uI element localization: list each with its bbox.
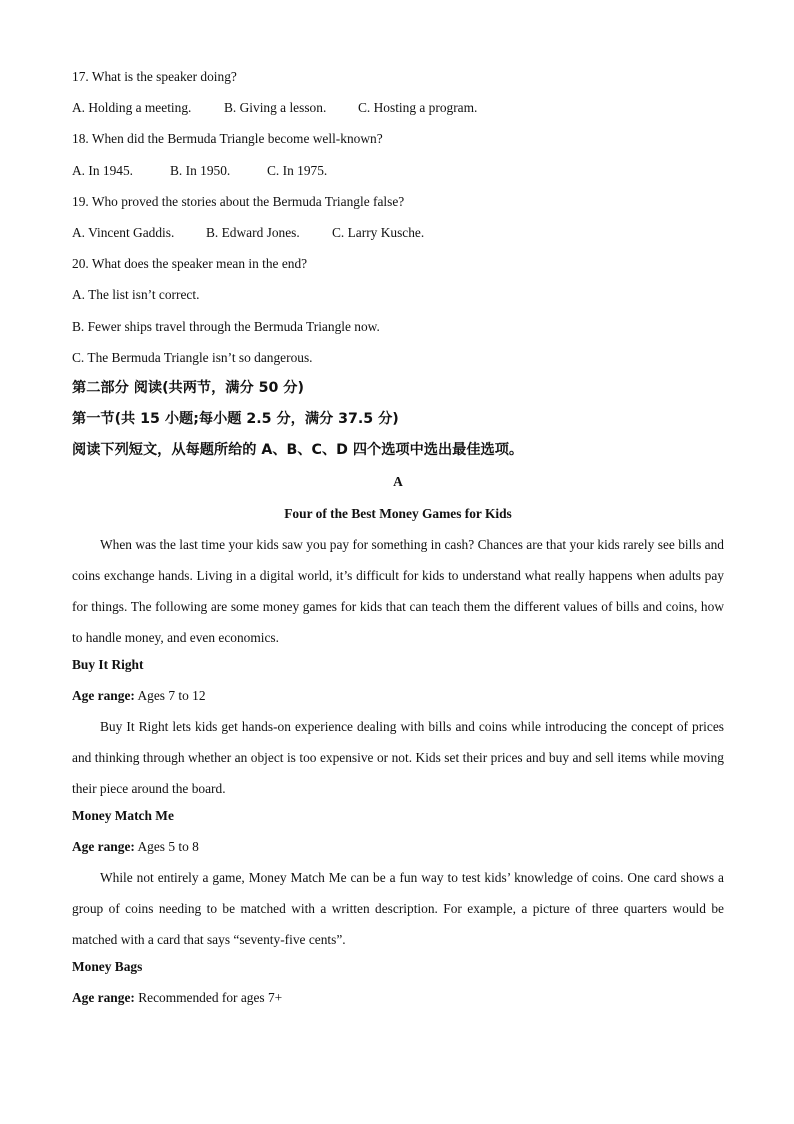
subsection-title: 第一节(共 15 小题;每小题 2.5 分，满分 37.5 分) — [72, 411, 399, 428]
option-c: C. The Bermuda Triangle isn’t so dangerous. — [72, 349, 313, 365]
option-c: C. Hosting a program. — [358, 100, 478, 116]
game-title: Money Match Me — [72, 807, 174, 823]
option-c: C. In 1975. — [267, 162, 328, 178]
question-18-options — [72, 160, 724, 191]
age-range-value: Ages 7 to 12 — [134, 687, 206, 703]
option-a: A. Holding a meeting. — [72, 100, 192, 116]
question-19-stem: 19. Who proved the stories about the Bermuda Triangle false? — [72, 193, 405, 209]
game-title: Money Bags — [72, 958, 143, 974]
instruction: 阅读下列短文，从每题所给的 A、B、C、D 四个选项中选出最佳选项。 — [72, 442, 524, 459]
option-a: A. In 1945. — [72, 162, 133, 178]
age-range-label: Age range: — [72, 687, 135, 703]
option-b: B. Fewer ships travel through the Bermuda Triangle now. — [72, 318, 380, 334]
option-b: B. Edward Jones. — [206, 224, 300, 240]
age-range-value: Ages 5 to 8 — [134, 838, 199, 854]
age-range — [72, 987, 724, 1018]
game-title: Buy It Right — [72, 656, 144, 672]
question-18-stem: 18. When did the Bermuda Triangle become well-known? — [72, 131, 383, 147]
question-19-options — [72, 222, 724, 253]
game-description: Buy It Right lets kids get hands-on experience dealing with bills and coins while introducing the concept of prices and thinking through whether an object is too expensive or not. Kids set their prices and buy and sell items while moving their piece around the board. — [72, 719, 724, 797]
age-range-label: Age range: — [72, 989, 135, 1005]
option-a: A. The list isn’t correct. — [72, 287, 200, 303]
question-17-options — [72, 97, 724, 128]
passage-title: Four of the Best Money Games for Kids — [284, 505, 512, 521]
question-20-stem: 20. What does the speaker mean in the end? — [72, 256, 308, 272]
exam-page — [72, 66, 724, 1018]
option-b: B. In 1950. — [170, 162, 231, 178]
question-17-stem: 17. What is the speaker doing? — [72, 69, 237, 84]
option-a: A. Vincent Gaddis. — [72, 224, 175, 240]
passage-letter: A — [393, 474, 403, 490]
age-range-value: Recommended for ages 7+ — [134, 989, 283, 1005]
option-b: B. Giving a lesson. — [224, 100, 327, 116]
game-description: While not entirely a game, Money Match Me can be a fun way to test kids’ knowledge of coins. One card shows a group of coins needing to be matched with a written description. For example, a picture of three quarters would be matched with a card that says “seventy-five cents”. — [72, 869, 724, 948]
intro-paragraph: When was the last time your kids saw you pay for something in cash? Chances are that your kids rarely see bills and coins exchange hands. Living in a digital world, it’s difficult for kids to understand what really happens when adults pay for things. The following are some money games for kids that can teach them the different values of bills and coins, how to handle money, and even economics. — [72, 536, 724, 646]
option-c: C. Larry Kusche. — [332, 224, 425, 240]
age-range-label: Age range: — [72, 838, 135, 854]
part-title: 第二部分 阅读(共两节，满分 50 分) — [72, 379, 304, 396]
